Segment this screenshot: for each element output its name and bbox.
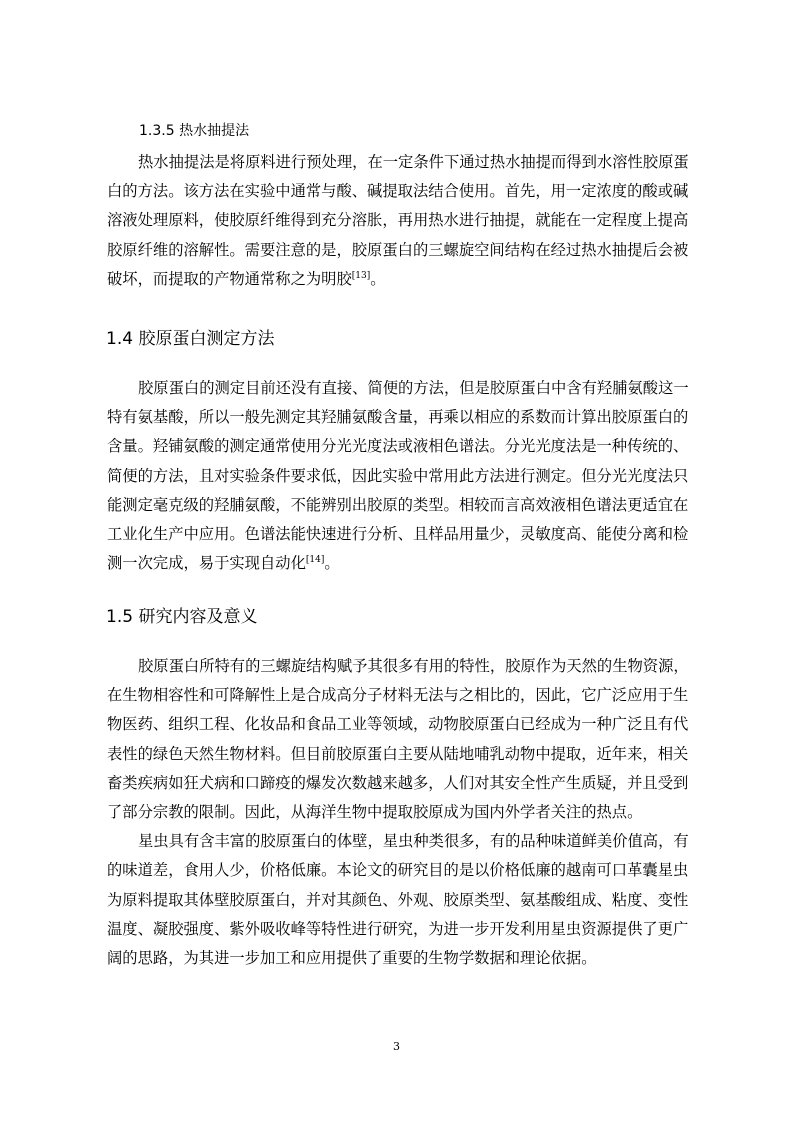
section-heading-1-4: 1.4 胶原蛋白测定方法	[106, 329, 275, 349]
paragraph-research-content	[107, 652, 715, 973]
text-line	[107, 549, 715, 578]
text-line	[107, 265, 715, 294]
line-end: 。	[370, 269, 386, 288]
paragraph-collagen-determination	[107, 374, 715, 578]
text-line: 了部分宗教的限制。因此，从海洋生物中提取胶原成为国内外学者关注的热点。	[107, 802, 643, 821]
text-line: 胶原蛋白所特有的三螺旋结构赋予其很多有用的特性，胶原作为天然的生物资源，	[138, 657, 689, 675]
text-line: 表性的绿色天然生物材料。但目前胶原蛋白主要从陆地哺乳动物中提取，近年来，相关	[107, 744, 689, 763]
text-line: 溶液处理原料，使胶原纤维得到充分溶胀，再用热水进行抽提，就能在一定程度上提高	[107, 211, 689, 230]
page-number: 3	[393, 1040, 400, 1053]
text-line: 阔的思路，为其进一步加工和应用提供了重要的生物学数据和理论依据。	[107, 948, 597, 967]
text-line: 工业化生产中应用。色谱法能快速进行分析、且样品用量少，灵敏度高、能使分离和检	[107, 524, 689, 543]
section-heading-1-5: 1.5 研究内容及意义	[106, 607, 258, 627]
line-text: 破坏，而提取的产物通常称之为明胶	[107, 269, 352, 288]
text-line: 特有氨基酸，所以一般先测定其羟脯氨酸含量，再乘以相应的系数而计算出胶原蛋白的	[107, 408, 689, 427]
text-line: 畜类疾病如狂犬病和口蹄疫的爆发次数越来越多，人们对其安全性产生质疑，并且受到	[107, 773, 689, 792]
text-line: 的味道差，食用人少，价格低廉。本论文的研究目的是以价格低廉的越南可口革囊星虫	[107, 861, 689, 880]
citation-ref: [14]	[305, 555, 325, 566]
citation-ref: [13]	[351, 270, 371, 281]
text-line: 为原料提取其体壁胶原蛋白，并对其颜色、外观、胶原类型、氨基酸组成、粘度、变性	[107, 890, 689, 909]
paragraph-hot-water-extraction	[107, 148, 715, 294]
text-line: 胶原纤维的溶解性。需要注意的是，胶原蛋白的三螺旋空间结构在经过热水抽提后会被	[107, 240, 689, 259]
line-text: 测一次完成，易于实现自动化	[107, 554, 306, 573]
text-line: 温度、凝胶强度、紫外吸收峰等特性进行研究，为进一步开发利用星虫资源提供了更广	[107, 919, 689, 938]
text-line: 简便的方法，且对实验条件要求低，因此实验中常用此方法进行测定。但分光光度法只	[107, 466, 689, 485]
text-line: 能测定毫克级的羟脯氨酸，不能辨别出胶原的类型。相较而言高效液相色谱法更适宜在	[107, 495, 689, 514]
text-line: 星虫具有含丰富的胶原蛋白的体壁，星虫种类很多，有的品种味道鲜美价值高，有	[138, 832, 689, 851]
text-line: 胶原蛋白的测定目前还没有直接、简便的方法，但是胶原蛋白中含有羟脯氨酸这一	[138, 379, 689, 397]
text-line: 白的方法。该方法在实验中通常与酸、碱提取法结合使用。首先，用一定浓度的酸或碱	[107, 182, 689, 201]
section-heading-1-3-5: 1.3.5 热水抽提法	[139, 123, 250, 139]
line-end: 。	[324, 554, 340, 573]
text-line: 物医药、组织工程、化妆品和食品工业等领域，动物胶原蛋白已经成为一种广泛且有代	[107, 715, 689, 734]
text-line: 在生物相容性和可降解性上是合成高分子材料无法与之相比的，因此，它广泛应用于生	[107, 686, 689, 705]
text-line: 热水抽提法是将原料进行预处理，在一定条件下通过热水抽提而得到水溶性胶原蛋	[138, 153, 689, 171]
text-line: 含量。羟铺氨酸的测定通常使用分光光度法或液相色谱法。分光光度法是一种传统的、	[107, 437, 689, 456]
